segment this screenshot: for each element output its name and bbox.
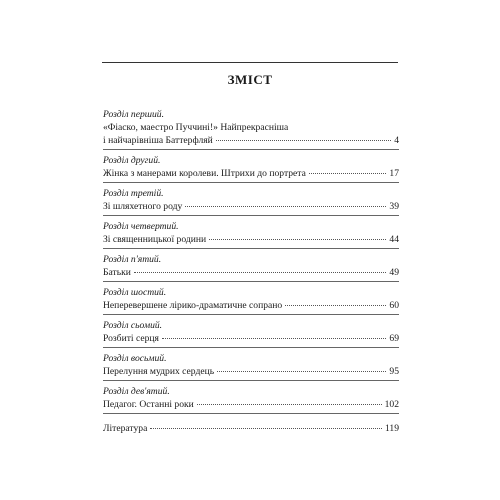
divider xyxy=(103,248,399,249)
toc-line[interactable] xyxy=(103,200,399,213)
page-number: 17 xyxy=(389,168,399,179)
toc-line-literature[interactable] xyxy=(103,422,399,435)
divider xyxy=(103,281,399,282)
chapter-label: Розділ п'ятий. xyxy=(103,254,162,265)
page-number: 39 xyxy=(389,201,399,212)
dot-leader xyxy=(216,140,391,141)
divider xyxy=(103,182,399,183)
toc-chapter-7 xyxy=(103,319,399,345)
toc-chapter-2 xyxy=(103,154,399,180)
dot-leader xyxy=(285,305,386,306)
dot-leader xyxy=(309,173,387,174)
chapter-title: Зі священницької родини xyxy=(103,234,207,245)
chapter-title: Педагог. Останні роки xyxy=(103,399,194,410)
page-number: 49 xyxy=(389,267,399,278)
toc-line[interactable] xyxy=(103,332,399,345)
dot-leader xyxy=(162,338,386,339)
divider xyxy=(103,347,399,348)
page-number: 60 xyxy=(389,300,399,311)
chapter-title: Неперевершене лірико-драматичне сопрано xyxy=(103,300,283,311)
page-number: 102 xyxy=(384,399,399,410)
table-of-contents xyxy=(103,108,399,435)
chapter-label: Розділ сьомий. xyxy=(103,320,163,331)
chapter-label: Розділ восьмий. xyxy=(103,353,167,364)
chapter-title: Зі шляхетного роду xyxy=(103,201,183,212)
chapter-title: Перелуння мудрих сердець xyxy=(103,366,215,377)
chapter-label: Розділ третій. xyxy=(103,188,164,199)
page-number: 4 xyxy=(394,135,399,146)
dot-leader xyxy=(185,206,386,207)
toc-chapter-9 xyxy=(103,385,399,411)
toc-line[interactable] xyxy=(103,398,399,411)
toc-line[interactable] xyxy=(103,365,399,378)
dot-leader xyxy=(134,272,387,273)
toc-line[interactable] xyxy=(103,233,399,246)
chapter-title: Жінка з манерами королеви. Штрихи до портрета xyxy=(103,168,306,179)
toc-line[interactable] xyxy=(103,167,399,180)
literature-title: Література xyxy=(103,423,148,434)
page-title: ЗМІСТ xyxy=(227,72,273,87)
divider xyxy=(103,314,399,315)
toc-line[interactable] xyxy=(103,299,399,312)
divider xyxy=(103,380,399,381)
dot-leader xyxy=(209,239,386,240)
dot-leader xyxy=(217,371,386,372)
chapter-label: Розділ дев'ятий. xyxy=(103,386,170,397)
chapter-title: «Фіаско, маестро Пуччині!» Найпрекрасніша xyxy=(103,122,289,133)
chapter-title-line xyxy=(103,121,399,134)
page-number: 69 xyxy=(389,333,399,344)
toc-line[interactable] xyxy=(103,266,399,279)
toc-chapter-6 xyxy=(103,286,399,312)
toc-chapter-3 xyxy=(103,187,399,213)
toc-line[interactable] xyxy=(103,134,399,147)
page-number: 119 xyxy=(384,423,399,434)
chapter-title: і найчарівніша Баттерфляй xyxy=(103,135,213,146)
divider xyxy=(103,149,399,150)
chapter-title: Батьки xyxy=(103,267,131,278)
chapter-title: Розбиті серця xyxy=(103,333,159,344)
top-rule xyxy=(102,62,398,63)
divider xyxy=(103,215,399,216)
chapter-label: Розділ другий. xyxy=(103,155,161,166)
toc-chapter-1 xyxy=(103,108,399,147)
dot-leader xyxy=(197,404,382,405)
toc-chapter-4 xyxy=(103,220,399,246)
chapter-label: Розділ шостий. xyxy=(103,287,167,298)
chapter-label: Розділ перший. xyxy=(103,109,164,120)
toc-chapter-5 xyxy=(103,253,399,279)
divider xyxy=(103,413,399,414)
page-number: 95 xyxy=(389,366,399,377)
chapter-label: Розділ четвертий. xyxy=(103,221,179,232)
toc-chapter-8 xyxy=(103,352,399,378)
page-number: 44 xyxy=(389,234,399,245)
dot-leader xyxy=(150,428,382,429)
